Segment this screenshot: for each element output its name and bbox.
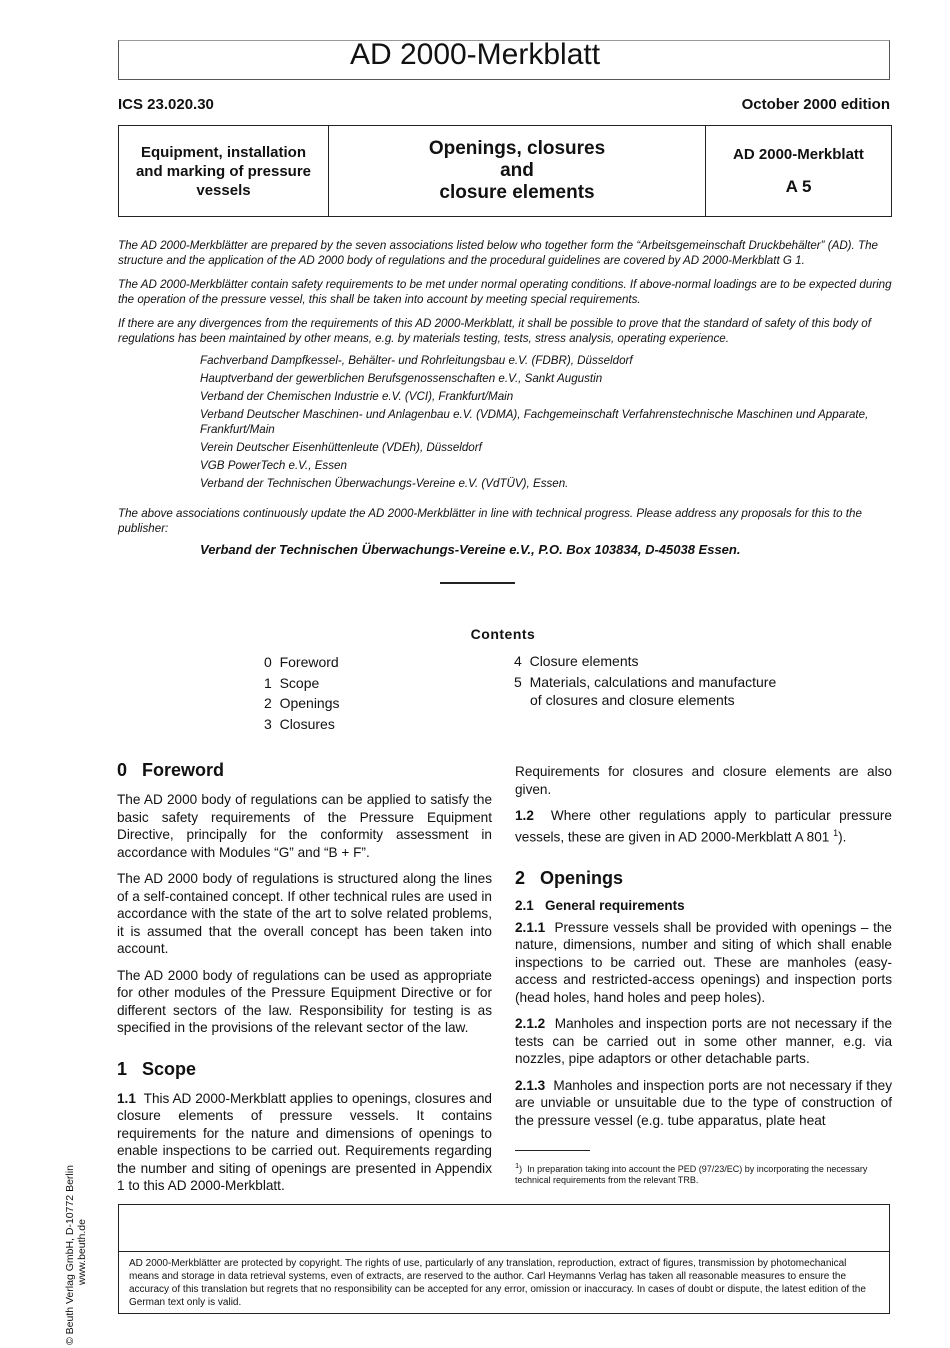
scope-paragraph: 1.2 Where other regulations apply to particular pressure vessels, these are given in AD 2000-Merkblatt A 801 $^1$). bbox=[515, 808, 892, 845]
publisher-sidebar bbox=[64, 1165, 88, 1345]
intro-paragraph-1: The AD 2000-Merkblätter are prepared by the seven associations listed below who together form the “Arbeitsgemeinschaft Druckbehälter” (AD). The structure and the application of the AD 2000 body of regulations and the procedural guidelines are covered by AD 2000-Merkblatt G 1. bbox=[118, 239, 878, 267]
foreword-paragraph: The AD 2000 body of regulations is structured along the lines of a self-contained concept. If other technical rules are used in accordance with the state of the art to solve related problems, it is assumed that the overall concept has been taken into account. bbox=[117, 871, 492, 956]
association-item: Verband Deutscher Maschinen- und Anlagenbau e.V. (VDMA), Fachgemeinschaft Verfahrenstechnische Maschinen und Apparate, Frankfurt/Main bbox=[200, 408, 869, 436]
ics-code: ICS 23.020.30 bbox=[118, 96, 214, 113]
toc-item[interactable]: 0 Foreword bbox=[264, 654, 339, 670]
category-line: vessels bbox=[196, 181, 251, 199]
section-heading-foreword: 0 Foreword bbox=[117, 760, 225, 780]
right-column bbox=[515, 763, 892, 1129]
copyright-notice: AD 2000-Merkblätter are protected by copyright. The rights of use, particularly of any translation, reproduction, extract of figures, transmission by photomechanical means and storage in data retrieval systems, even of extracts, are reserved to the author. Carl Heymanns Verlag has taken all reasonable measures to ensure the accuracy of this translation but regrets that no responsibility can be accepted for any error, omission or inaccuracy. In cases of doubt or dispute, the latest edition of the German text only is valid. bbox=[119, 1251, 889, 1309]
left-column bbox=[117, 760, 492, 1195]
sheet-series: AD 2000-Merkblatt bbox=[733, 146, 864, 163]
scope-paragraph: 1.1 This AD 2000-Merkblatt applies to openings, closures and closure elements of pressure vessels. It contains requirements for the nature and dimensions of openings to enable inspections to be carried out. Requirements regarding the number and siting of openings are presented in Appendix 1 to this AD 2000-Merkblatt. bbox=[117, 1090, 492, 1193]
header-category bbox=[119, 126, 329, 216]
sheet-code: A 5 bbox=[785, 177, 812, 196]
subject-line: and bbox=[500, 160, 534, 181]
section-heading-openings: 2 Openings bbox=[515, 867, 624, 888]
toc-right bbox=[514, 652, 776, 709]
category-line: Equipment, installation bbox=[140, 143, 306, 161]
toc-item[interactable]: 3 Closures bbox=[264, 715, 335, 732]
header-table bbox=[118, 125, 892, 217]
association-list bbox=[200, 353, 893, 491]
header-sheet-id bbox=[706, 126, 891, 216]
toc-item[interactable]: 5 Materials, calculations and manufacture bbox=[514, 674, 777, 690]
toc-item[interactable]: 1 Scope bbox=[264, 674, 320, 691]
header-subject bbox=[329, 126, 706, 216]
publisher-address: Verband der Technischen Überwachungs-Vereine e.V., P.O. Box 103834, D-45038 Essen. bbox=[200, 542, 741, 557]
category-line: and marking of pressure bbox=[135, 162, 312, 180]
foreword-paragraph: The AD 2000 body of regulations can be used as appropriate for other modules of the Pressure Equipment Directive or for different sectors of the law. Responsibility for testing is as specified in the provisions of the relevant sector of the law. bbox=[117, 967, 492, 1035]
footnote: $^1$) In preparation taking into account the PED (97/23/EC) by incorporating the necessary technical requirements from the relevant TRB. bbox=[515, 1161, 868, 1185]
toc-item[interactable]: 2 Openings bbox=[264, 695, 340, 711]
toc-left bbox=[264, 652, 340, 734]
footnote-rule bbox=[515, 1150, 590, 1151]
association-item: Hauptverband der gewerblichen Berufsgenossenschaften e.V., Sankt Augustin bbox=[200, 372, 603, 385]
document-title: AD 2000-Merkblatt bbox=[349, 38, 601, 71]
section-divider bbox=[440, 582, 515, 584]
subsection-heading: 2.1 General requirements bbox=[515, 897, 685, 913]
association-item: Fachverband Dampfkessel-, Behälter- und Rohrleitungsbau e.V. (FDBR), Düsseldorf bbox=[200, 354, 633, 367]
toc-item[interactable]: 4 Closure elements bbox=[514, 653, 639, 669]
sidebar-line: © Beuth Verlag GmbH, D-10772 Berlin bbox=[64, 1165, 76, 1345]
subject-line: Openings, closures bbox=[428, 138, 606, 159]
section-heading-scope: 1 Scope bbox=[117, 1058, 197, 1079]
intro-paragraph-4: The above associations continuously update the AD 2000-Merkblätter in line with technical progress. Please address any proposals for this to the publisher: bbox=[118, 507, 862, 535]
association-item: Verband der Technischen Überwachungs-Vereine e.V. (VdTÜV), Essen. bbox=[200, 477, 569, 490]
copyright-box bbox=[118, 1204, 890, 1314]
intro-paragraph-3: If there are any divergences from the requirements of this AD 2000-Merkblatt, it shall be possible to prove that the standard of safety of this body of regulations has been maintained by other means, e.g. by materials testing, tests, stress analysis, operating experience. bbox=[118, 317, 871, 345]
contents-heading: Contents bbox=[470, 626, 536, 642]
openings-paragraph: 2.1.2 Manholes and inspection ports are not necessary if the tests can be carried out in some other manner, e.g. via nozzles, pipe adaptors or other detachable parts. bbox=[515, 1016, 893, 1067]
association-item: Verband der Chemischen Industrie e.V. (VCI), Frankfurt/Main bbox=[200, 390, 514, 403]
openings-paragraph: 2.1.1 Pressure vessels shall be provided with openings – the nature, dimensions, number and siting of which shall enable inspections to be carried out. These are manholes (easy-access and restricted-access openings) and inspection ports (head holes, hand holes and peep holes). bbox=[515, 919, 892, 1005]
subject-line: closure elements bbox=[439, 182, 595, 203]
intro-paragraph-2: The AD 2000-Merkblätter contain safety requirements to be met under normal operating conditions. If above-normal loadings are to be expected during the operation of the pressure vessel, this shall be taken into account by meeting special requirements. bbox=[118, 278, 892, 306]
scope-continuation: Requirements for closures and closure elements are also given. bbox=[515, 764, 892, 797]
openings-paragraph: 2.1.3 Manholes and inspection ports are not necessary if they are unviable or unsuitable due to the type of construction of the pressure vessel (e.g. tube apparatus, plate heat bbox=[515, 1077, 893, 1128]
sidebar-link[interactable]: www.beuth.de bbox=[76, 1219, 88, 1285]
edition-date: October 2000 edition bbox=[741, 96, 890, 113]
association-item: Verein Deutscher Eisenhüttenleute (VDEh), Düsseldorf bbox=[200, 441, 482, 454]
association-item: VGB PowerTech e.V., Essen bbox=[200, 459, 347, 472]
foreword-paragraph: The AD 2000 body of regulations can be applied to satisfy the basic safety requirements of the Pressure Equipment Directive, principally for the conformity assessment in accordance with Modules “G” and “B + F”. bbox=[117, 792, 492, 860]
toc-item[interactable]: of closures and closure elements bbox=[530, 692, 735, 708]
